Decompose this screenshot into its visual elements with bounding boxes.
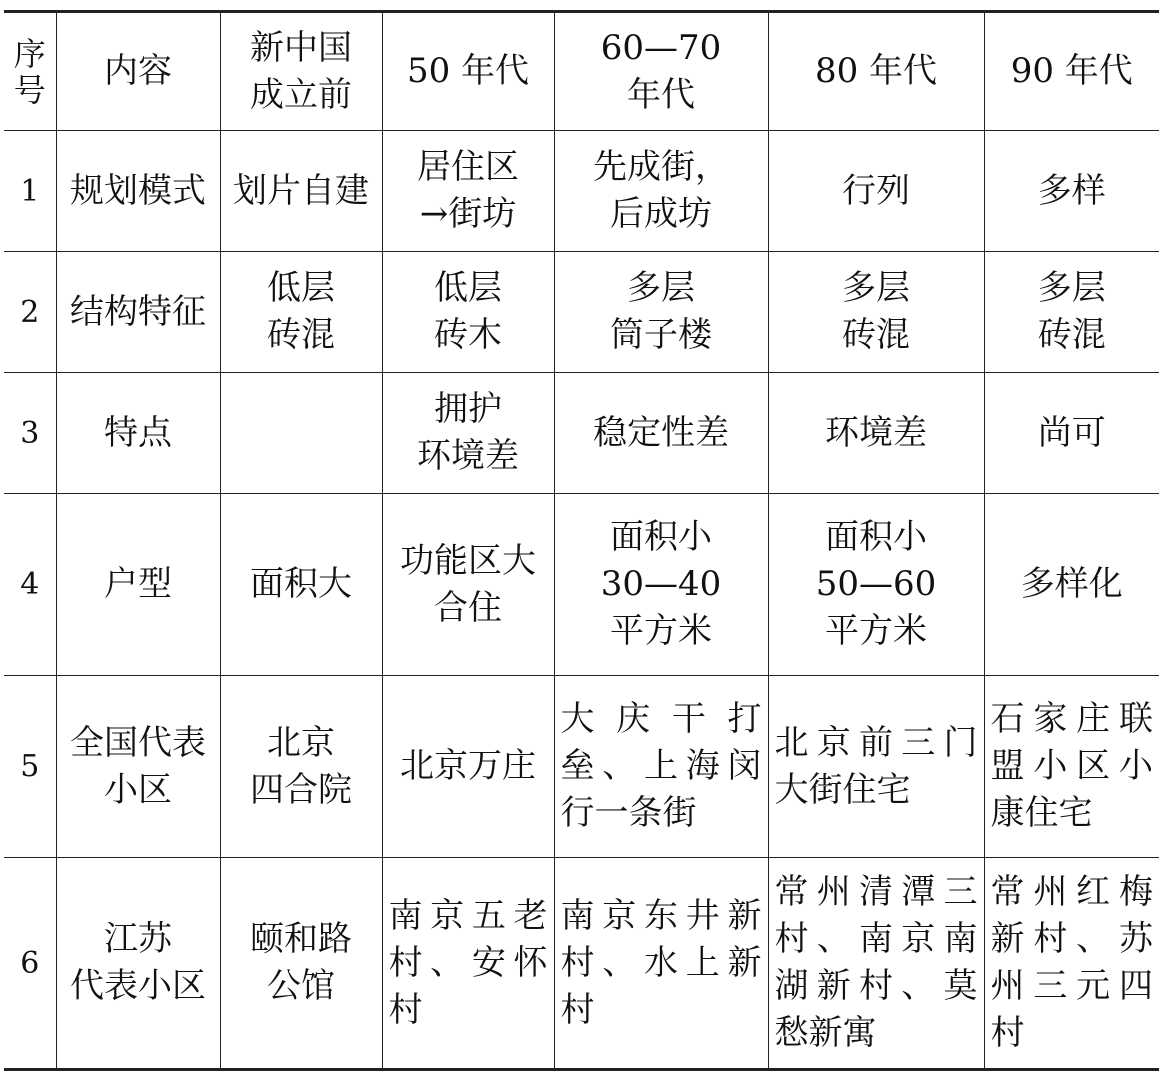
- row-number: 1: [4, 131, 56, 252]
- table-cell: 拥护 环境差: [382, 373, 554, 494]
- table-row: [4, 494, 1159, 676]
- table-cell: [220, 373, 382, 494]
- table-cell: 居住区 →街坊: [382, 131, 554, 252]
- table-cell: 面积小 30—40 平方米: [554, 494, 768, 676]
- table-cell: 低层 砖木: [382, 252, 554, 373]
- table-cell: 稳定性差: [554, 373, 768, 494]
- header-cell-1950s: 50 年代: [382, 12, 554, 131]
- table-cell: 功能区大 合住: [382, 494, 554, 676]
- table-cell: 北京 四合院: [220, 676, 382, 858]
- header-cell-seq: 序 号: [4, 12, 56, 131]
- table-row: [4, 676, 1159, 858]
- table-cell: 多层 砖混: [984, 252, 1159, 373]
- table-cell: 常州红梅新村、苏州三元四村: [984, 858, 1159, 1070]
- table-cell: 颐和路 公馆: [220, 858, 382, 1070]
- table-cell: 石家庄联盟小区小康住宅: [984, 676, 1159, 858]
- row-label: 江苏 代表小区: [56, 858, 220, 1070]
- row-label: 户型: [56, 494, 220, 676]
- header-row: [4, 12, 1159, 131]
- row-label: 全国代表 小区: [56, 676, 220, 858]
- table-container: [4, 10, 1159, 1071]
- table-cell: 多样化: [984, 494, 1159, 676]
- table-row: [4, 252, 1159, 373]
- row-number: 3: [4, 373, 56, 494]
- row-number: 5: [4, 676, 56, 858]
- housing-development-table: [4, 10, 1159, 1071]
- row-label: 规划模式: [56, 131, 220, 252]
- table-cell: 多层 砖混: [768, 252, 984, 373]
- header-cell-1990s: 90 年代: [984, 12, 1159, 131]
- header-cell-pre-1949: 新中国 成立前: [220, 12, 382, 131]
- header-cell-1960s-70s: 60—70 年代: [554, 12, 768, 131]
- table-cell: 划片自建: [220, 131, 382, 252]
- table-row: [4, 131, 1159, 252]
- table-cell: 尚可: [984, 373, 1159, 494]
- table-cell: 南京东井新村、水上新村: [554, 858, 768, 1070]
- table-cell: 行列: [768, 131, 984, 252]
- table-cell: 面积大: [220, 494, 382, 676]
- table-row: [4, 373, 1159, 494]
- table-cell: 北京前三门大街住宅: [768, 676, 984, 858]
- row-label: 特点: [56, 373, 220, 494]
- row-number: 6: [4, 858, 56, 1070]
- table-cell: 多样: [984, 131, 1159, 252]
- table-cell: 先成街， 后成坊: [554, 131, 768, 252]
- table-cell: 南京五老村、安怀村: [382, 858, 554, 1070]
- header-cell-1980s: 80 年代: [768, 12, 984, 131]
- table-row: [4, 858, 1159, 1070]
- row-label: 结构特征: [56, 252, 220, 373]
- row-number: 2: [4, 252, 56, 373]
- table-cell: 大庆干打垒、上海闵行一条街: [554, 676, 768, 858]
- row-number: 4: [4, 494, 56, 676]
- table-cell: 面积小 50—60 平方米: [768, 494, 984, 676]
- table-cell: 低层 砖混: [220, 252, 382, 373]
- table-cell: 多层 筒子楼: [554, 252, 768, 373]
- table-cell: 环境差: [768, 373, 984, 494]
- table-cell: 北京万庄: [382, 676, 554, 858]
- header-cell-content: 内容: [56, 12, 220, 131]
- table-cell: 常州清潭三村、南京南湖新村、莫愁新寓: [768, 858, 984, 1070]
